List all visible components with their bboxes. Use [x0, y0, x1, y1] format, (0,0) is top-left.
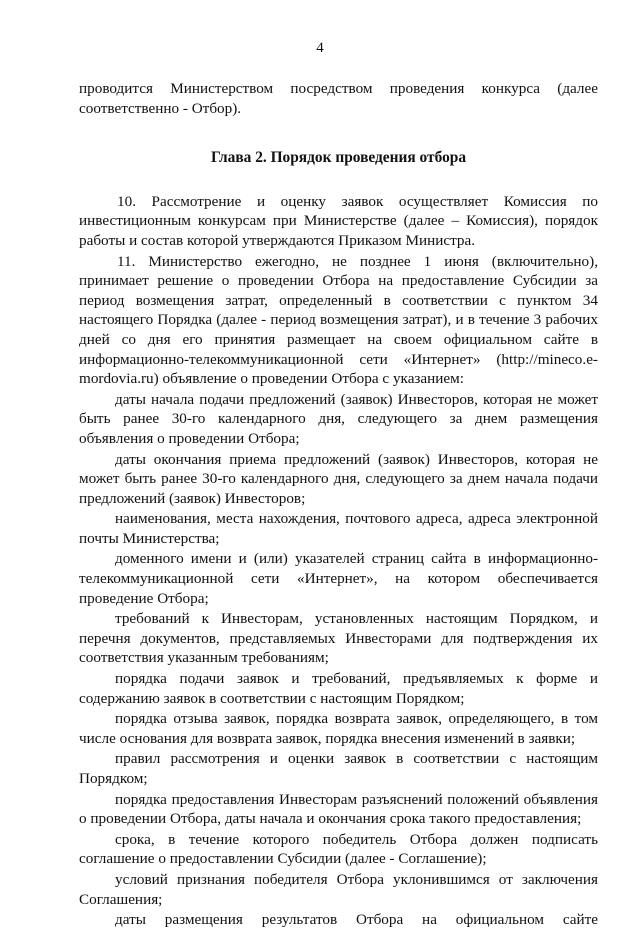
intro-text-line-1: проводится Министерством посредством проведения конкурса (далее — [79, 80, 598, 97]
list-item-domain-name: доменного имени и (или) указателей страниц сайта в информационно-телекоммуникационной сети «Интернет», на котором обеспечивается проведение Отбора; — [79, 550, 598, 607]
chapter-heading: Глава 2. Порядок проведения отбора — [210, 149, 467, 167]
list-item-start-date: даты начала подачи предложений (заявок) Инвесторов, которая не может быть ранее 30-го календарного дня, следующего за днем размещения объявления о проведении Отбора; — [79, 390, 598, 447]
list-item-evaluation-rules: правил рассмотрения и оценки заявок в соответствии с настоящим Порядком; — [79, 750, 598, 787]
list-item-investor-requirements: требований к Инвесторам, установленных настоящим Порядком, и перечня документов, представляемых Инвесторами для подтверждения их соответствия указанным требованиям; — [79, 610, 598, 667]
list-item-withdrawal-procedure: порядка отзыва заявок, порядка возврата заявок, определяющего, в том числе основания для возврата заявок, порядка внесения изменений в заявки; — [79, 710, 598, 747]
paragraph-11: 11. Министерство ежегодно, не позднее 1 июня (включительно), принимает решение о проведении Отбора на предоставление Субсидии за период возмещения затрат, определенный в соответствии с пунктом 34 настоящего Порядка (далее - период возмещения затрат), и в течение 3 рабочих дней со дня его принятия размещает на своем официальном сайте в информационно-телекоммуникационной сети «Интернет» (http://mineco.e-mordovia.ru) объявление о проведении Отбора с указанием: — [79, 252, 598, 388]
list-item-results-date: даты размещения результатов Отбора на официальном сайте — [115, 911, 598, 929]
list-item-end-date: даты окончания приема предложений (заявок) Инвесторов, которая не может быть ранее 30-го календарного дня, следующего за днем начала подачи предложений (заявок) Инвесторов; — [79, 450, 598, 507]
paragraph-10: 10. Рассмотрение и оценку заявок осуществляет Комиссия по инвестиционным конкурсам при Министерстве (далее – Комиссия), порядок работы и состав которой утверждаются Приказом Министра. — [79, 192, 598, 249]
page-number: 4 — [316, 40, 324, 56]
list-item-application-procedure: порядка подачи заявок и требований, предъявляемых к форме и содержанию заявок в соответствии с настоящим Порядком; — [79, 670, 598, 707]
list-item-ministry-contacts: наименования, места нахождения, почтового адреса, адреса электронной почты Министерства; — [79, 510, 598, 547]
intro-text-line-2: соответственно - Отбор). — [79, 99, 242, 117]
list-item-clarifications: порядка предоставления Инвесторам разъяснений положений объявления о проведении Отбора, даты начала и окончания срока такого предоставления; — [79, 790, 598, 828]
document-body — [79, 79, 598, 930]
list-item-signing-term: срока, в течение которого победитель Отбора должен подписать соглашение о предоставлении Субсидии (далее - Соглашение); — [79, 830, 598, 868]
list-item-evasion-conditions: условий признания победителя Отбора уклонившимся от заключения Соглашения; — [79, 870, 598, 908]
